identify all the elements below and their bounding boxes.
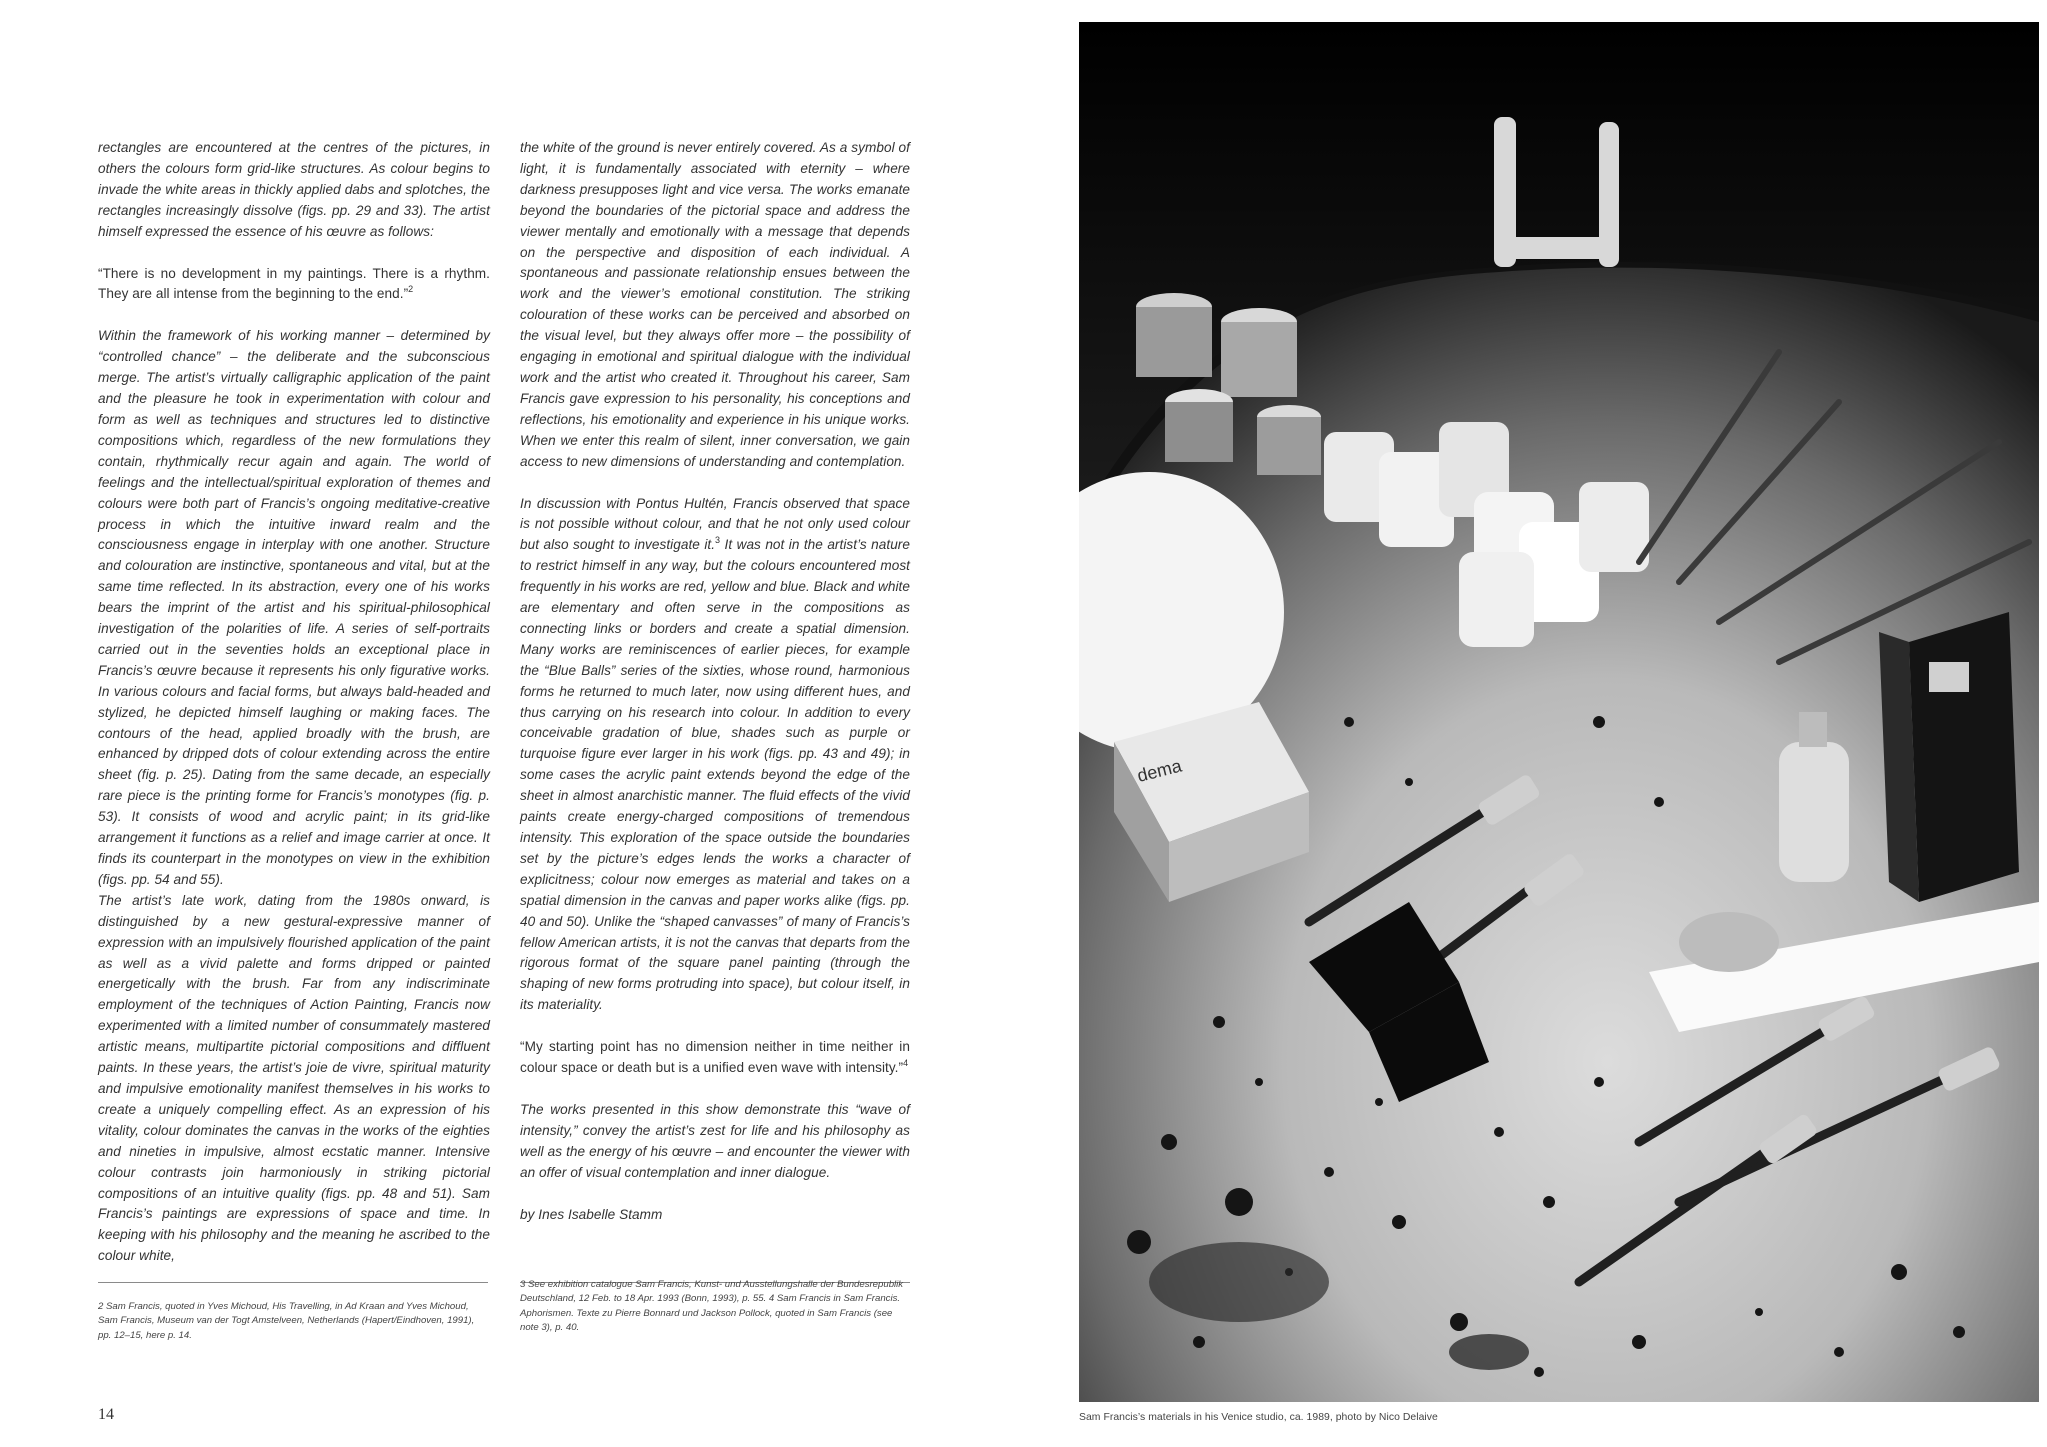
footnote-left: 2 Sam Francis, quoted in Yves Michoud, His Travelling, in Ad Kraan and Yves Michoud, Sam Francis, Museum van der Togt Amstelveen, Netherlands (Hapert/Eindhoven, 1991), pp. 12–15, here p. 14. xyxy=(98,1301,475,1341)
black-carton xyxy=(1879,612,2019,902)
paragraph: Within the framework of his working manner – determined by “controlled chance” – the deliberate and the subconscious merge. The artist’s virtually calligraphic application of the paint and the pleasure he took in experimentation with colour and form as well as techniques and structures led to distinctive compositions which, regardless of the new formulations they contain, rhythmically recur again and again. The world of feelings and the intellectual/spiritual exploration of themes and colours were both part of Francis’s ongoing meditative-creative process in which the intuitive inward realm and the consciousness engage in interplay with one another. Structure and colouration are instinctive, spontaneous and vital, but at the same time reflected. In its abstraction, every one of his works bears the imprint of the artist and his spiritual-philosophical investigation of the polarities of life. A series of self-portraits carried out in the seventies holds an exceptional place in Francis’s œuvre because it represents his only figurative works. In various colours and facial forms, but always bald-headed and stylized, he depicted himself laughing or making faces. The contours of the head, applied broadly with the brush, are enhanced by dripped dots of colour extending across the entire sheet (fig. p. 25). Dating from the same decade, an especially rare piece is the printing forme for Francis’s monotypes (fig. p. 53). It consists of wood and acrylic paint; in its grid-like arrangement it functions as a relief and image carrier at once. It finds its counterpart in the monotypes on view in the exhibition (figs. pp. 54 and 55). xyxy=(98,328,490,887)
footnote-marker: 4 xyxy=(903,1058,909,1069)
page-number: 14 xyxy=(98,1406,114,1423)
footnote-middle: 3 See exhibition catalogue Sam Francis, Kunst- und Ausstellungshalle der Bundesrepublik Deutschland, 12 Feb. to 18 Apr. 1993 (Bonn, 1993), p. 55. 4 Sam Francis in Sam Francis. Aphorismen. Texte zu Pierre Bonnard und Jackson Pollock, quoted in Sam Francis (see note 3), p. 40. xyxy=(520,1279,904,1333)
studio-photo-illustration xyxy=(1079,22,2039,1402)
footnote-marker: 2 xyxy=(408,284,414,295)
paragraph: “My starting point has no dimension neither in time neither in colour space or death but is a unified even wave with intensity.”$^4$ xyxy=(520,1039,910,1076)
paragraph: by Ines Isabelle Stamm xyxy=(520,1206,663,1222)
footnote-rule-left xyxy=(98,1282,488,1283)
footnote-marker: 3 xyxy=(715,535,721,546)
paragraph: the white of the ground is never entirely covered. As a symbol of light, it is fundamentally associated with eternity – where darkness presupposes light and vice versa. The works emanate beyond the boundaries of the pictorial space and address the viewer mentally and emotionally with a message that depends on the perspective and disposition of each individual. A spontaneous and passionate relationship ensues between the work and the viewer’s emotional constitution. The striking colouration of these works can be perceived and absorbed on the visual level, but they always offer more – the possibility of engaging in emotional and spiritual dialogue with the individual work and the artist who created it. Throughout his career, Sam Francis gave expression to his personality, his conceptions and reflections, his emotionality and experience in his unique works. When we enter this realm of silent, inner conversation, we gain access to new dimensions of understanding and contemplation. xyxy=(520,140,910,469)
funnel xyxy=(1679,912,1779,972)
paragraph: The artist’s late work, dating from the 1980s onward, is distinguished by a new gestural-expressive manner of expression with an impulsively flourished application of the paint as well as a vivid palette and forms dripped or painted energetically with the brush. Far from any indiscriminate employment of the techniques of Action Painting, Francis now experimented with a limited number of consummately mastered artistic means, multipartite pictorial compositions and diffluent paints. In these years, the artist’s joie de vivre, spiritual maturity and impulsive emotionality manifest themselves in his works to create a uniquely compelling effect. As an expression of his vitality, colour dominates the canvas in the works of the eighties and nineties in impulsive, almost ecstatic manner. Intensive colour contrasts join harmoniously in striking pictorial compositions of an intuitive quality (figs. pp. 48 and 51). Sam Francis’s paintings are expressions of space and time. In keeping with his philosophy and the meaning he ascribed to the colour white, xyxy=(98,892,490,1264)
paragraph: In discussion with Pontus Hultén, Francis observed that space is not possible without colour, and that he not only used colour but also sought to investigate it.$^3$ It was not in the artist’s nature to restrict himself in any way, but the colours encountered most frequently in his works are red, yellow and blue. Black and white are elementary and often serve in the compositions as connecting links or borders and create a spatial dimension. Many works are reminiscences of earlier pieces, for example the “Blue Balls” series of the sixties, whose round, harmonious forms he returned to much later, now using different hues, and thus carrying on his research into colour. In addition to every conceivable gradation of blue, shades such as purple or turquoise figure ever larger in his work (figs. pp. 43 and 49); in some cases the acrylic paint extends beyond the edge of the sheet in almost anarchistic manner. The fluid effects of the vivid paints create energy-charged compositions of tremendous intensity. This exploration of the space outside the boundaries set by the picture’s edges lends the works a character of explicitness; colour now emerges as material and takes on a spatial dimension in the canvas and paper works alike (figs. pp. 40 and 50). Unlike the “shaped canvasses” of many of Francis’s fellow American artists, it is not the canvas that departs from the rigorous format of the square panel painting (through the shaping of new forms protruding into space), but colour itself, in its materiality. xyxy=(520,495,910,1013)
paragraph: “There is no development in my paintings. There is a rhythm. They are all intense from the beginning to the end.”$^2$ xyxy=(98,265,490,302)
text-column-middle xyxy=(520,138,910,1226)
photo-caption: Sam Francis’s materials in his Venice studio, ca. 1989, photo by Nico Delaive xyxy=(1079,1412,1438,1423)
text-column-left xyxy=(98,138,490,1267)
paragraph: The works presented in this show demonstrate this “wave of intensity,” convey the artist’s zest for life and his philosophy as well as the energy of his œuvre – and encounter the viewer with an offer of visual contemplation and inner dialogue. xyxy=(520,1101,910,1180)
box-label: dema xyxy=(1135,755,1184,786)
paragraph: rectangles are encountered at the centres of the pictures, in others the colours form grid-like structures. As colour begins to invade the white areas in thickly applied dabs and splotches, the rectangles increasingly dissolve (figs. pp. 29 and 33). The artist himself expressed the essence of his œuvre as follows: xyxy=(98,140,490,239)
studio-photo xyxy=(1079,22,2039,1402)
